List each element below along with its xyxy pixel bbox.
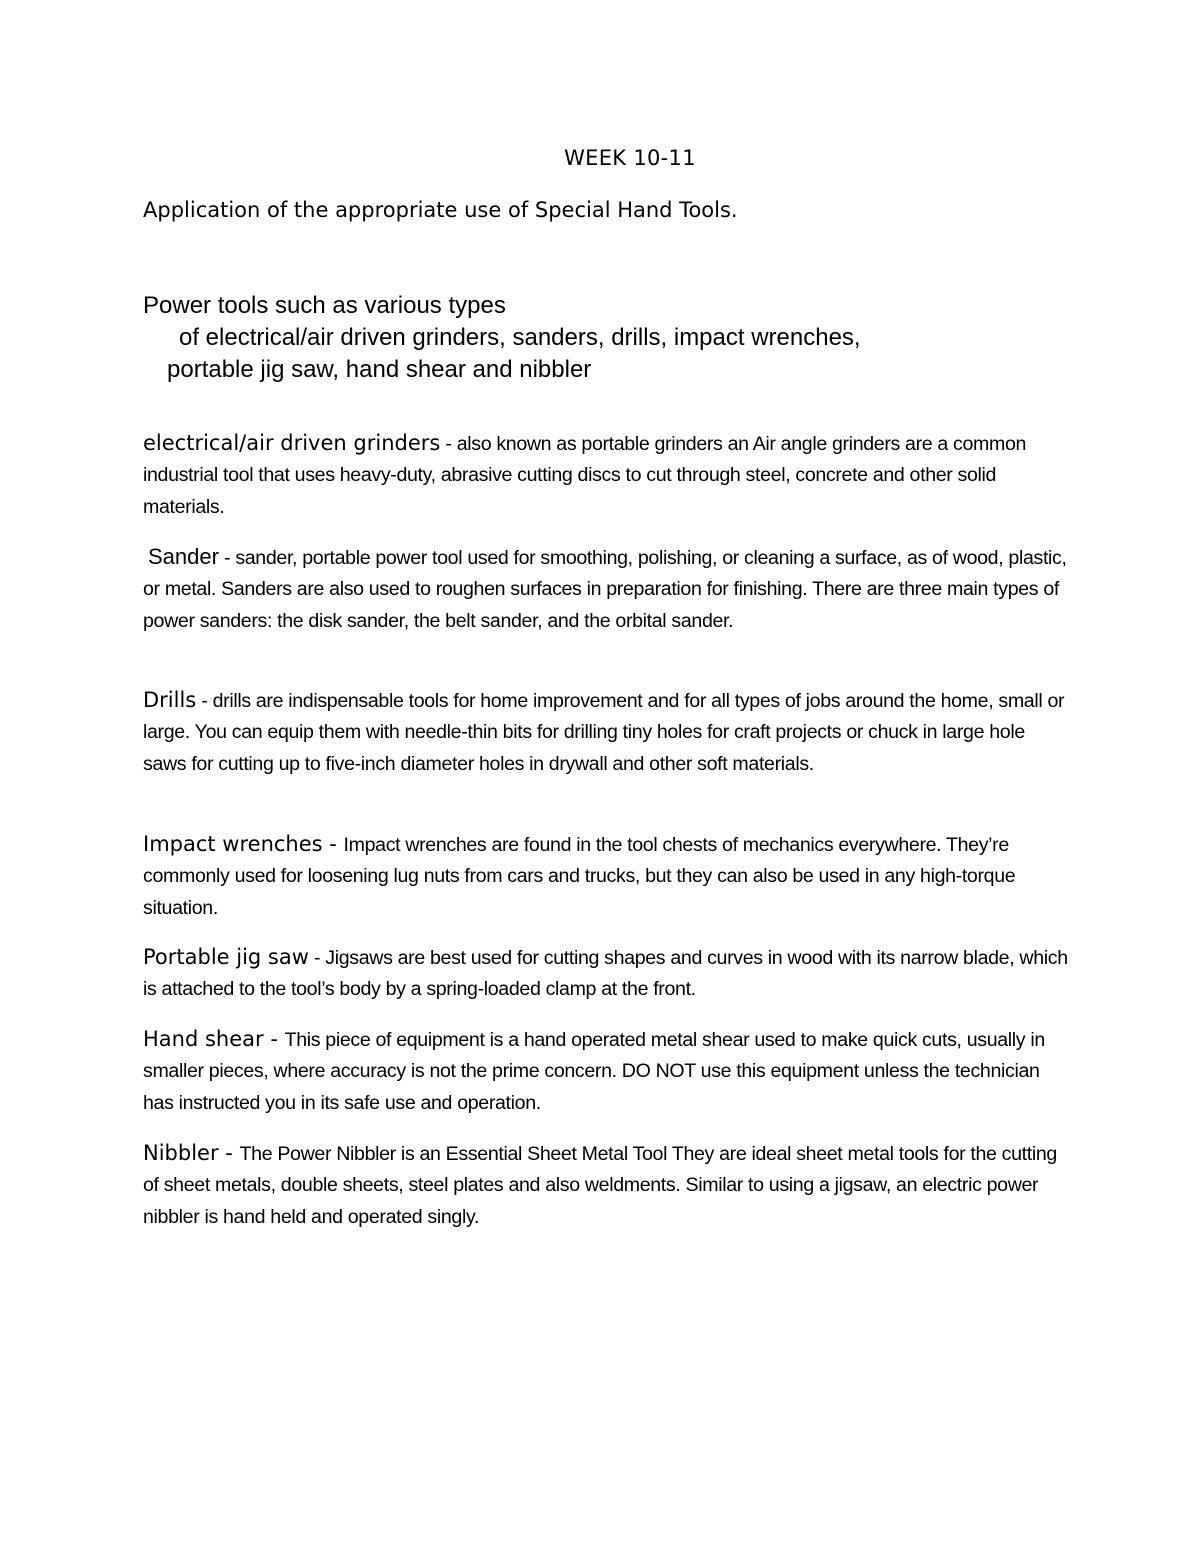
entry-description: - sander, portable power tool used for smoothing, polishing, or cleaning a surface, as of wood, plastic, or metal. Sanders are also used to roughen surfaces in preparation for finishing. There are three main types of power sanders: the disk sander, the belt sander, and the orbital sander. <box>143 547 1067 632</box>
entry-term: Hand shear - <box>143 1027 285 1051</box>
entry-drills <box>143 685 1073 780</box>
entry-nibbler <box>143 1138 1073 1233</box>
entry-description: Impact wrenches are found in the tool chests of mechanics everywhere. They’re commonly used for loosening lug nuts from cars and trucks, but they can also be used in any high-torque situation. <box>143 834 1016 919</box>
entry-term: Sander <box>148 544 219 569</box>
entry-description: - Jigsaws are best used for cutting shapes and curves in wood with its narrow blade, which is attached to the tool’s body by a spring-loaded clamp at the front. <box>143 947 1068 1001</box>
entry-jig-saw <box>143 942 1073 1006</box>
power-tools-heading <box>143 290 861 386</box>
power-tools-heading-line-3: portable jig saw, hand shear and nibbler <box>167 356 592 383</box>
entry-hand-shear <box>143 1024 1073 1119</box>
entry-term: Impact wrenches - <box>143 832 344 856</box>
entry-impact-wrenches <box>143 829 1073 924</box>
entry-grinders <box>143 428 1073 523</box>
entry-description: This piece of equipment is a hand operated metal shear used to make quick cuts, usually in smaller pieces, where accuracy is not the prime concern. DO NOT use this equipment unless the technician has instructed you in its safe use and operation. <box>143 1029 1045 1114</box>
power-tools-heading-line-1: Power tools such as various types <box>143 292 506 319</box>
entry-term: Drills <box>143 688 197 712</box>
week-title: WEEK 10-11 <box>564 146 696 170</box>
document-subtitle: Application of the appropriate use of Special Hand Tools. <box>143 198 738 222</box>
power-tools-heading-line-2: of electrical/air driven grinders, sanders, drills, impact wrenches, <box>179 324 861 351</box>
entry-term: electrical/air driven grinders <box>143 431 441 455</box>
entry-term: Portable jig saw <box>143 945 309 969</box>
entry-description: The Power Nibbler is an Essential Sheet Metal Tool They are ideal sheet metal tools for the cutting of sheet metals, double sheets, steel plates and also weldments. Similar to using a jigsaw, an electric power nibbler is hand held and operated singly. <box>143 1143 1057 1228</box>
entry-description: - drills are indispensable tools for home improvement and for all types of jobs around the home, small or large. You can equip them with needle-thin bits for drilling tiny holes for craft projects or chuck in large hole saws for cutting up to five-inch diameter holes in drywall and other soft materials. <box>143 690 1065 775</box>
entry-term: Nibbler - <box>143 1141 240 1165</box>
entry-description: - also known as portable grinders an Air angle grinders are a common industrial tool that uses heavy-duty, abrasive cutting discs to cut through steel, concrete and other solid materials. <box>143 433 1027 518</box>
entry-sander <box>143 541 1073 637</box>
